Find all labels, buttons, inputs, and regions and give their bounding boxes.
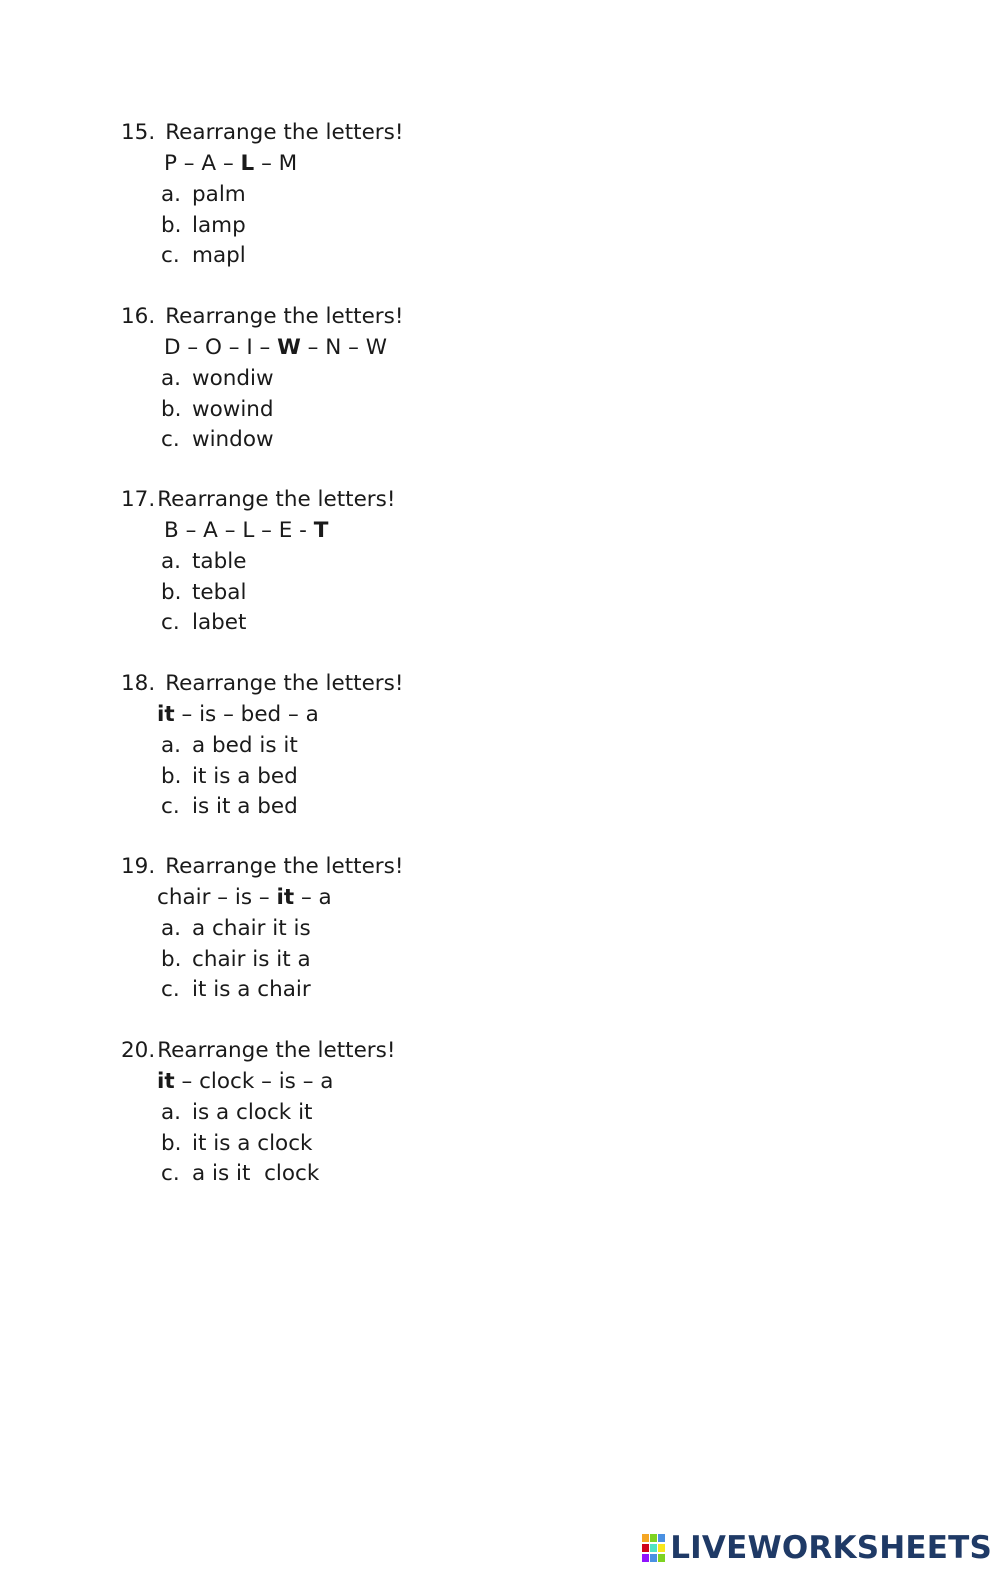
option-letter: b. (161, 213, 182, 238)
option-text: palm (192, 182, 246, 207)
answer-option[interactable] (161, 549, 246, 574)
answer-option[interactable] (161, 213, 246, 238)
question-number: 19. (121, 854, 156, 879)
question-prompt: Rearrange the letters! (165, 854, 404, 879)
answer-option[interactable] (161, 1161, 319, 1186)
question-number: 20. (121, 1038, 156, 1063)
question-heading (121, 1038, 395, 1063)
scramble-token: – (300, 335, 326, 360)
option-letter: c. (161, 977, 180, 1002)
option-text: chair is it a (192, 947, 311, 972)
option-letter: b. (161, 947, 182, 972)
answer-option[interactable] (161, 182, 246, 207)
scramble-token: – a (294, 885, 332, 910)
scrambled-letters (157, 702, 319, 727)
scramble-token: L (242, 518, 255, 543)
scramble-token: D (164, 335, 181, 360)
scramble-token: – (178, 518, 204, 543)
answer-option[interactable] (161, 764, 298, 789)
answer-option[interactable] (161, 794, 298, 819)
answer-option[interactable] (161, 733, 298, 758)
question-number: 17. (121, 487, 156, 512)
option-text: a bed is it (192, 733, 298, 758)
scramble-token: O (204, 335, 222, 360)
scramble-token-bold: it (157, 702, 175, 727)
answer-option[interactable] (161, 243, 246, 268)
scramble-token: – (217, 518, 243, 543)
scramble-token-bold: it (157, 1069, 175, 1094)
answer-option[interactable] (161, 580, 246, 605)
answer-option[interactable] (161, 1131, 312, 1156)
scramble-token: - (292, 518, 314, 543)
scramble-token: – (221, 335, 247, 360)
option-text: wowind (192, 397, 274, 422)
option-letter: c. (161, 1161, 180, 1186)
question-prompt: Rearrange the letters! (165, 304, 404, 329)
option-text: a is it clock (192, 1161, 320, 1186)
question-heading (121, 304, 403, 329)
scramble-token: – (254, 518, 279, 543)
question-heading (121, 854, 403, 879)
scramble-token: W (365, 335, 388, 360)
scramble-token: – (176, 151, 202, 176)
scramble-token: chair – is – (157, 885, 277, 910)
scramble-token: – clock – is – a (174, 1069, 334, 1094)
question-prompt: Rearrange the letters! (165, 671, 404, 696)
scramble-token-bold: T (313, 518, 329, 543)
option-letter: c. (161, 610, 180, 635)
option-letter: a. (161, 733, 182, 758)
option-letter: a. (161, 549, 182, 574)
option-letter: b. (161, 580, 182, 605)
option-text: window (192, 427, 274, 452)
option-text: a chair it is (192, 916, 311, 941)
option-text: wondiw (192, 366, 274, 391)
scramble-token: – (252, 335, 278, 360)
scramble-token-bold: W (277, 335, 301, 360)
scramble-token-bold: L (240, 151, 255, 176)
question-number: 15. (121, 120, 156, 145)
scramble-token: – (180, 335, 205, 360)
answer-option[interactable] (161, 947, 311, 972)
brand-logo (641, 1528, 992, 1568)
option-letter: a. (161, 1100, 182, 1125)
option-text: table (192, 549, 247, 574)
option-letter: b. (161, 1131, 182, 1156)
option-text: it is a bed (192, 764, 298, 789)
option-text: tebal (192, 580, 247, 605)
option-text: is a clock it (192, 1100, 313, 1125)
scramble-token: A (201, 151, 217, 176)
scramble-token: – (216, 151, 241, 176)
option-letter: a. (161, 916, 182, 941)
answer-option[interactable] (161, 397, 274, 422)
scrambled-letters (164, 518, 328, 543)
scramble-token: E (278, 518, 293, 543)
answer-option[interactable] (161, 1100, 312, 1125)
question-heading (121, 120, 403, 145)
scramble-token: P (164, 151, 177, 176)
option-text: lamp (192, 213, 246, 238)
question-prompt: Rearrange the letters! (157, 1038, 396, 1063)
option-letter: b. (161, 764, 182, 789)
scrambled-letters (157, 885, 332, 910)
scramble-token: N (325, 335, 342, 360)
option-letter: a. (161, 182, 182, 207)
scramble-token: M (278, 151, 298, 176)
option-letter: c. (161, 243, 180, 268)
scrambled-letters (157, 1069, 333, 1094)
option-text: it is a clock (192, 1131, 313, 1156)
option-text: it is a chair (192, 977, 311, 1002)
scramble-token: – (341, 335, 366, 360)
scrambled-letters (164, 151, 297, 176)
question-number: 18. (121, 671, 156, 696)
option-letter: c. (161, 794, 180, 819)
option-text: is it a bed (192, 794, 298, 819)
scrambled-letters (164, 335, 387, 360)
question-prompt: Rearrange the letters! (157, 487, 396, 512)
question-heading (121, 487, 395, 512)
answer-option[interactable] (161, 610, 246, 635)
question-number: 16. (121, 304, 156, 329)
option-text: labet (192, 610, 247, 635)
option-letter: c. (161, 427, 180, 452)
question-heading (121, 671, 403, 696)
scramble-token: – is – bed – a (174, 702, 319, 727)
option-letter: b. (161, 397, 182, 422)
question-prompt: Rearrange the letters! (165, 120, 404, 145)
answer-option[interactable] (161, 366, 274, 391)
answer-option[interactable] (161, 977, 311, 1002)
option-text: mapl (192, 243, 246, 268)
scramble-token: A (203, 518, 218, 543)
scramble-token: – (254, 151, 279, 176)
answer-option[interactable] (161, 427, 274, 452)
answer-option[interactable] (161, 916, 311, 941)
brand-name: LIVEWORKSHEETS (670, 1530, 992, 1566)
scramble-token: I (246, 335, 253, 360)
liveworksheets-logo-icon (641, 1533, 667, 1563)
scramble-token-bold: it (276, 885, 295, 910)
scramble-token: B (164, 518, 179, 543)
option-letter: a. (161, 366, 182, 391)
